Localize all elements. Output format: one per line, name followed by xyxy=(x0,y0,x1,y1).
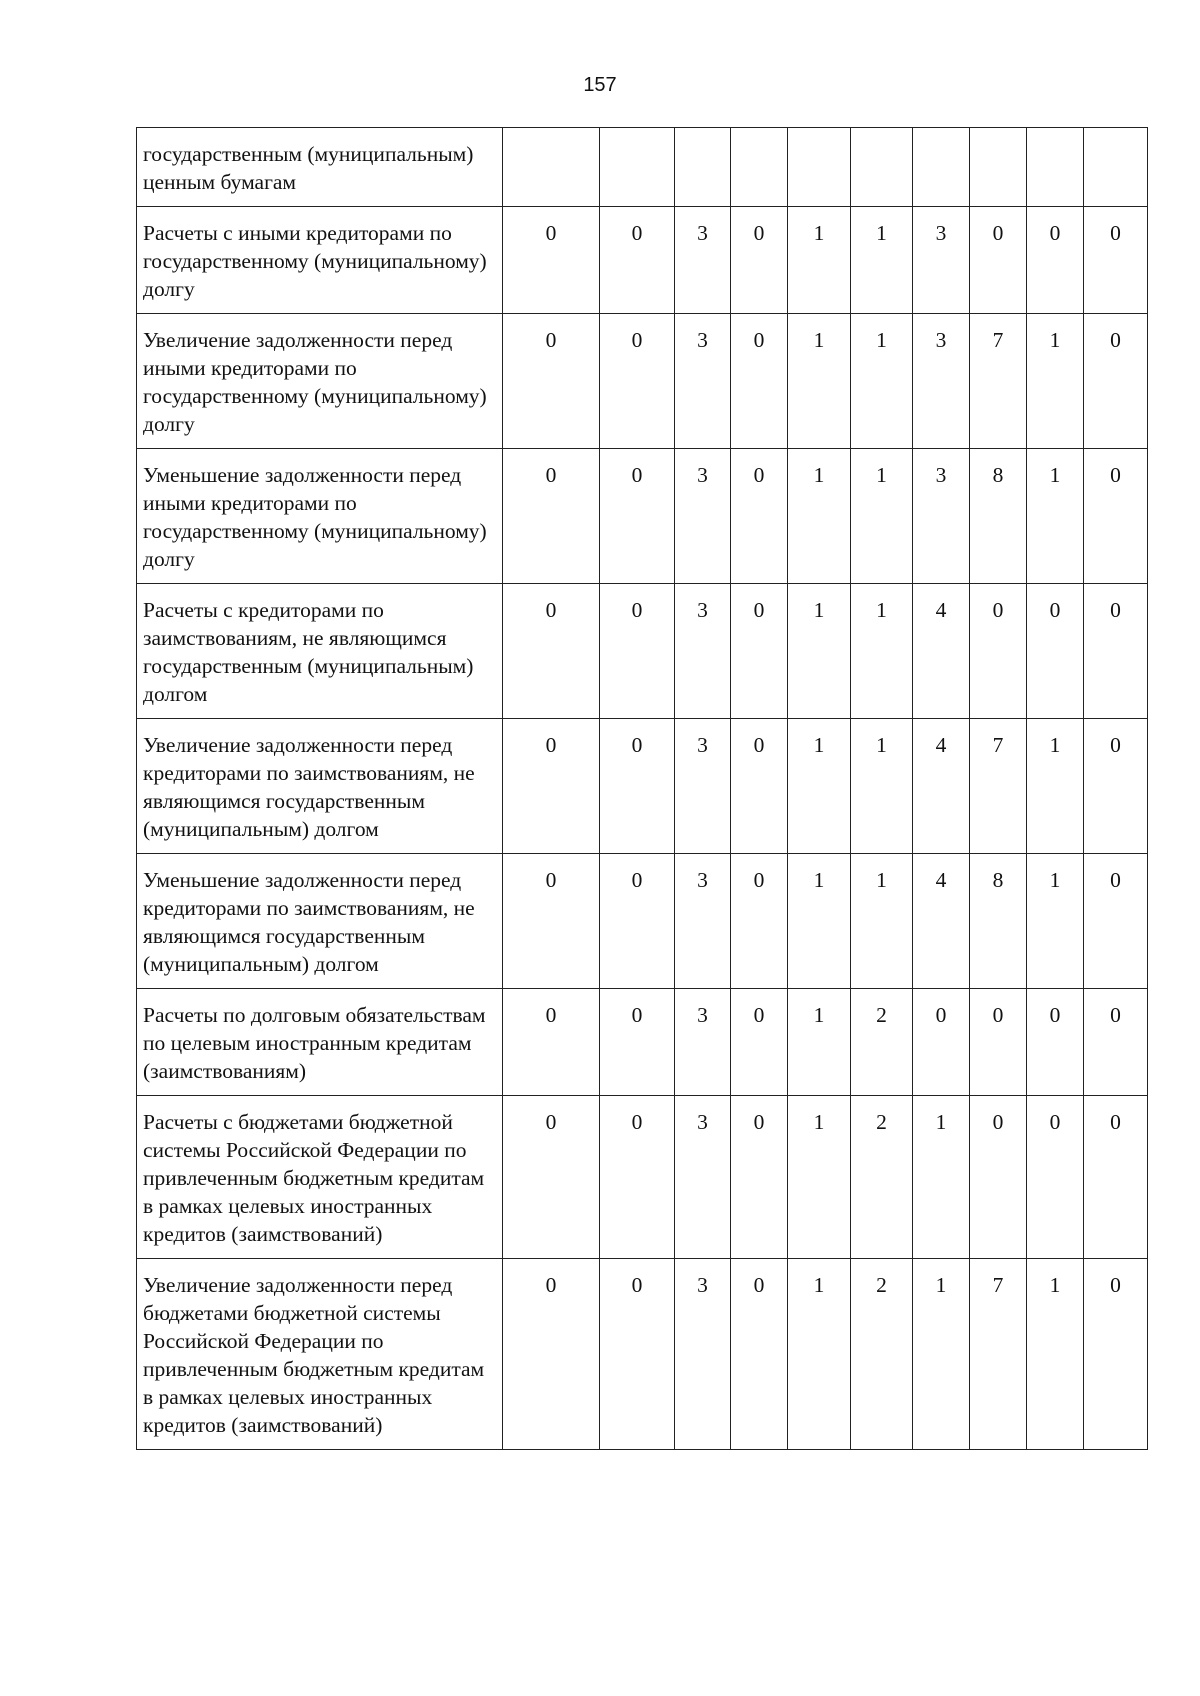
row-label: Уменьшение задолженности перед иными кредиторами по государственному (муниципальному) долгу xyxy=(137,449,503,584)
code-digit: 3 xyxy=(675,1096,731,1259)
code-digit: 1 xyxy=(788,584,851,719)
code-digit: 0 xyxy=(503,854,600,989)
code-digit: 0 xyxy=(1084,1096,1148,1259)
code-digit: 1 xyxy=(1027,314,1084,449)
code-digit: 4 xyxy=(913,854,970,989)
code-digit: 3 xyxy=(675,1259,731,1450)
code-digit: 1 xyxy=(851,854,913,989)
code-digit: 0 xyxy=(1084,449,1148,584)
code-digit: 0 xyxy=(503,449,600,584)
code-digit: 1 xyxy=(851,584,913,719)
code-digit: 0 xyxy=(1027,584,1084,719)
table-row xyxy=(137,314,1148,449)
code-digit: 1 xyxy=(1027,449,1084,584)
code-digit: 1 xyxy=(851,207,913,314)
code-digit: 0 xyxy=(600,449,675,584)
code-digit: 0 xyxy=(503,1259,600,1450)
code-digit: 3 xyxy=(675,314,731,449)
table-row xyxy=(137,584,1148,719)
code-digit: 0 xyxy=(600,314,675,449)
code-digit: 0 xyxy=(600,854,675,989)
code-digit: 0 xyxy=(1027,989,1084,1096)
code-digit: 0 xyxy=(731,584,788,719)
table-row xyxy=(137,128,1148,207)
code-digit: 0 xyxy=(503,1096,600,1259)
code-digit: 0 xyxy=(970,989,1027,1096)
code-digit: 1 xyxy=(851,314,913,449)
code-digit: 3 xyxy=(675,719,731,854)
code-digit: 1 xyxy=(788,719,851,854)
code-digit: 8 xyxy=(970,854,1027,989)
code-digit: 0 xyxy=(731,989,788,1096)
page-number: 157 xyxy=(583,74,617,96)
code-digit: 1 xyxy=(851,449,913,584)
table-row xyxy=(137,1259,1148,1450)
code-digit: 0 xyxy=(1027,207,1084,314)
code-digit: 0 xyxy=(731,1259,788,1450)
code-digit: 0 xyxy=(600,584,675,719)
code-digit: 0 xyxy=(503,584,600,719)
code-digit: 0 xyxy=(1084,1259,1148,1450)
code-digit: 0 xyxy=(600,719,675,854)
code-digit xyxy=(970,128,1027,207)
code-digit xyxy=(913,128,970,207)
code-digit: 1 xyxy=(788,1259,851,1450)
code-digit: 2 xyxy=(851,1259,913,1450)
code-digit: 1 xyxy=(1027,719,1084,854)
code-digit: 3 xyxy=(675,854,731,989)
code-digit: 3 xyxy=(913,314,970,449)
code-digit: 3 xyxy=(913,449,970,584)
code-digit: 3 xyxy=(675,989,731,1096)
code-digit: 1 xyxy=(788,989,851,1096)
code-digit: 1 xyxy=(788,449,851,584)
code-digit: 0 xyxy=(731,314,788,449)
code-digit: 1 xyxy=(913,1259,970,1450)
code-digit: 0 xyxy=(503,719,600,854)
row-label: государственным (муниципальным) ценным бумагам xyxy=(137,128,503,207)
code-digit xyxy=(600,128,675,207)
code-digit: 8 xyxy=(970,449,1027,584)
code-digit: 0 xyxy=(1084,584,1148,719)
code-digit: 4 xyxy=(913,719,970,854)
table-body xyxy=(137,128,1148,1450)
code-digit: 0 xyxy=(600,207,675,314)
code-digit: 0 xyxy=(731,207,788,314)
row-label: Расчеты с бюджетами бюджетной системы Российской Федерации по привлеченным бюджетным кредитам в рамках целевых иностранных кредитов (заимствований) xyxy=(137,1096,503,1259)
code-digit: 0 xyxy=(503,207,600,314)
code-digit: 1 xyxy=(788,314,851,449)
code-digit: 7 xyxy=(970,719,1027,854)
table-row xyxy=(137,854,1148,989)
code-digit: 0 xyxy=(1084,719,1148,854)
code-digit: 0 xyxy=(1084,989,1148,1096)
code-digit: 0 xyxy=(600,1259,675,1450)
code-digit: 0 xyxy=(503,314,600,449)
code-digit: 1 xyxy=(788,1096,851,1259)
code-digit xyxy=(731,128,788,207)
row-label: Увеличение задолженности перед кредиторами по заимствованиям, не являющимся государственным (муниципальным) долгом xyxy=(137,719,503,854)
code-digit: 1 xyxy=(851,719,913,854)
code-digit: 1 xyxy=(1027,1259,1084,1450)
code-digit: 0 xyxy=(503,989,600,1096)
row-label: Расчеты с иными кредиторами по государственному (муниципальному) долгу xyxy=(137,207,503,314)
table-row xyxy=(137,449,1148,584)
table-row xyxy=(137,1096,1148,1259)
code-digit: 1 xyxy=(913,1096,970,1259)
code-digit: 0 xyxy=(970,207,1027,314)
table-row xyxy=(137,989,1148,1096)
code-digit: 0 xyxy=(970,1096,1027,1259)
code-digit xyxy=(1084,128,1148,207)
code-digit xyxy=(503,128,600,207)
code-digit: 4 xyxy=(913,584,970,719)
code-digit: 1 xyxy=(788,207,851,314)
code-digit: 3 xyxy=(675,584,731,719)
code-digit: 0 xyxy=(731,449,788,584)
row-label: Уменьшение задолженности перед кредиторами по заимствованиям, не являющимся государственным (муниципальным) долгом xyxy=(137,854,503,989)
code-digit: 0 xyxy=(600,989,675,1096)
code-digit: 0 xyxy=(1027,1096,1084,1259)
code-digit: 3 xyxy=(913,207,970,314)
code-digit xyxy=(1027,128,1084,207)
code-digit: 1 xyxy=(1027,854,1084,989)
row-label: Увеличение задолженности перед иными кредиторами по государственному (муниципальному) долгу xyxy=(137,314,503,449)
code-digit: 3 xyxy=(675,207,731,314)
code-digit xyxy=(675,128,731,207)
code-digit xyxy=(851,128,913,207)
code-digit: 0 xyxy=(970,584,1027,719)
code-digit: 0 xyxy=(1084,854,1148,989)
code-digit: 0 xyxy=(731,854,788,989)
row-label: Увеличение задолженности перед бюджетами бюджетной системы Российской Федерации по привлеченным бюджетным кредитам в рамках целевых иностранных кредитов (заимствований) xyxy=(137,1259,503,1450)
code-digit: 7 xyxy=(970,1259,1027,1450)
table-row xyxy=(137,207,1148,314)
code-digit: 0 xyxy=(600,1096,675,1259)
row-label: Расчеты по долговым обязательствам по целевым иностранным кредитам (заимствованиям) xyxy=(137,989,503,1096)
code-digit: 0 xyxy=(731,719,788,854)
code-digit: 0 xyxy=(1084,207,1148,314)
code-digit: 2 xyxy=(851,1096,913,1259)
code-digit: 7 xyxy=(970,314,1027,449)
code-digit: 0 xyxy=(913,989,970,1096)
code-digit: 2 xyxy=(851,989,913,1096)
row-label: Расчеты с кредиторами по заимствованиям, не являющимся государственным (муниципальным) долгом xyxy=(137,584,503,719)
code-digit: 3 xyxy=(675,449,731,584)
code-digit: 1 xyxy=(788,854,851,989)
code-digit: 0 xyxy=(731,1096,788,1259)
account-codes-table xyxy=(136,127,1148,1450)
code-digit: 0 xyxy=(1084,314,1148,449)
table-row xyxy=(137,719,1148,854)
code-digit xyxy=(788,128,851,207)
